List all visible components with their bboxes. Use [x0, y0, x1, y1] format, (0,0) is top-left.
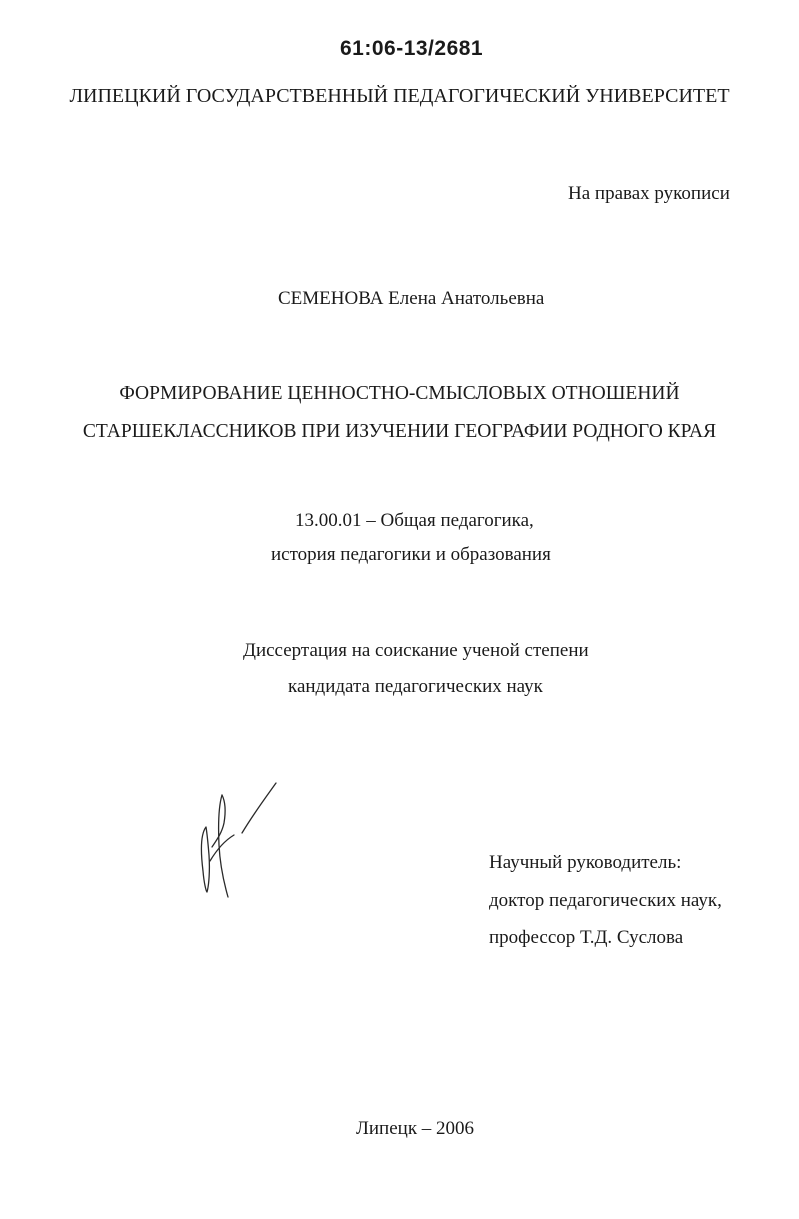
- author-name: СЕМЕНОВА Елена Анатольевна: [278, 288, 545, 309]
- supervisor-degree: доктор педагогических наук,: [489, 890, 722, 911]
- handwritten-signature-icon: [190, 775, 290, 905]
- city-year: Липецк – 2006: [356, 1118, 475, 1139]
- degree-line-2: кандидата педагогических наук: [288, 676, 543, 697]
- catalog-number: 61:06-13/2681: [340, 37, 484, 60]
- degree-line-1: Диссертация на соискание ученой степени: [243, 640, 589, 661]
- university-name: ЛИПЕЦКИЙ ГОСУДАРСТВЕННЫЙ ПЕДАГОГИЧЕСКИЙ УНИВЕРСИТЕТ: [69, 85, 730, 107]
- dissertation-title-line-1: ФОРМИРОВАНИЕ ЦЕННОСТНО-СМЫСЛОВЫХ ОТНОШЕНИЙ: [119, 383, 680, 404]
- supervisor-name: профессор Т.Д. Суслова: [489, 927, 684, 948]
- dissertation-title-line-2: СТАРШЕКЛАССНИКОВ ПРИ ИЗУЧЕНИИ ГЕОГРАФИИ РОДНОГО КРАЯ: [82, 421, 717, 442]
- manuscript-rights-note: На правах рукописи: [568, 183, 730, 204]
- supervisor-label: Научный руководитель:: [489, 852, 682, 873]
- specialty-line-2: история педагогики и образования: [271, 544, 551, 565]
- specialty-line-1: 13.00.01 – Общая педагогика,: [295, 510, 534, 531]
